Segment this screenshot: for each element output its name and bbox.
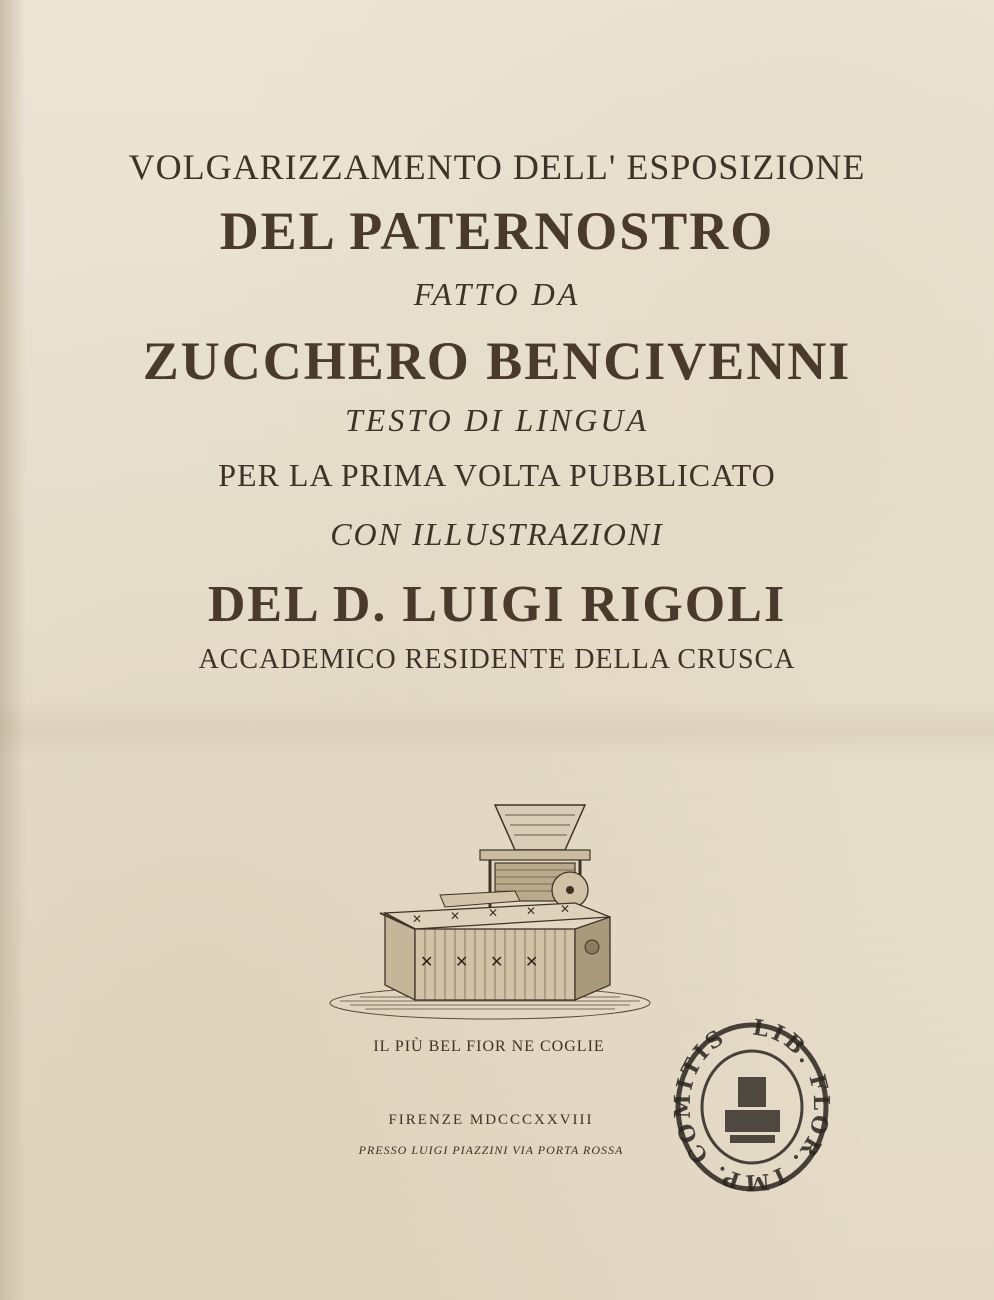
title-line-editor: DEL D. LUIGI RIGOLI [207, 576, 787, 633]
svg-text:✕: ✕ [412, 912, 423, 926]
svg-text:✕: ✕ [488, 906, 499, 920]
title-line-accademico: ACCADEMICO RESIDENTE DELLA CRUSCA [198, 644, 796, 675]
svg-text:✕: ✕ [420, 952, 434, 971]
svg-text:✕: ✕ [450, 909, 461, 923]
svg-text:✕: ✕ [526, 904, 537, 918]
vignette-motto: IL PIÙ BEL FIOR NE COGLIE [373, 1038, 605, 1055]
title-line-author: ZUCCHERO BENCIVENNI [142, 331, 852, 391]
svg-text:✕: ✕ [560, 902, 571, 916]
paper-crease [0, 700, 994, 760]
imprint-place-date: FIRENZE MDCCCXXVIII [388, 1112, 594, 1128]
svg-text:✕: ✕ [490, 952, 504, 971]
title-line-illustrazioni: CON ILLUSTRAZIONI [330, 516, 664, 552]
title-line-prima-volta: PER LA PRIMA VOLTA PUBBLICATO [218, 457, 776, 493]
stamp-legend: LIB. FLOR. IMP. COMITIS [670, 1015, 835, 1196]
svg-text:✕: ✕ [525, 952, 539, 971]
sifting-machine-engraving-icon [320, 795, 660, 1030]
imprint-printer: PRESSO LUIGI PIAZZINI VIA PORTA ROSSA [358, 1143, 624, 1157]
svg-text:✕: ✕ [455, 952, 469, 971]
title-line-paternostro: DEL PATERNOSTRO [219, 201, 775, 261]
title-line-volgarizzamento: VOLGARIZZAMENTO DELL' ESPOSIZIONE [128, 147, 866, 187]
title-line-testo-di-lingua: TESTO DI LINGUA [345, 402, 649, 438]
title-line-fatto-da: FATTO DA [413, 276, 581, 312]
library-ink-stamp-icon [670, 1015, 835, 1200]
